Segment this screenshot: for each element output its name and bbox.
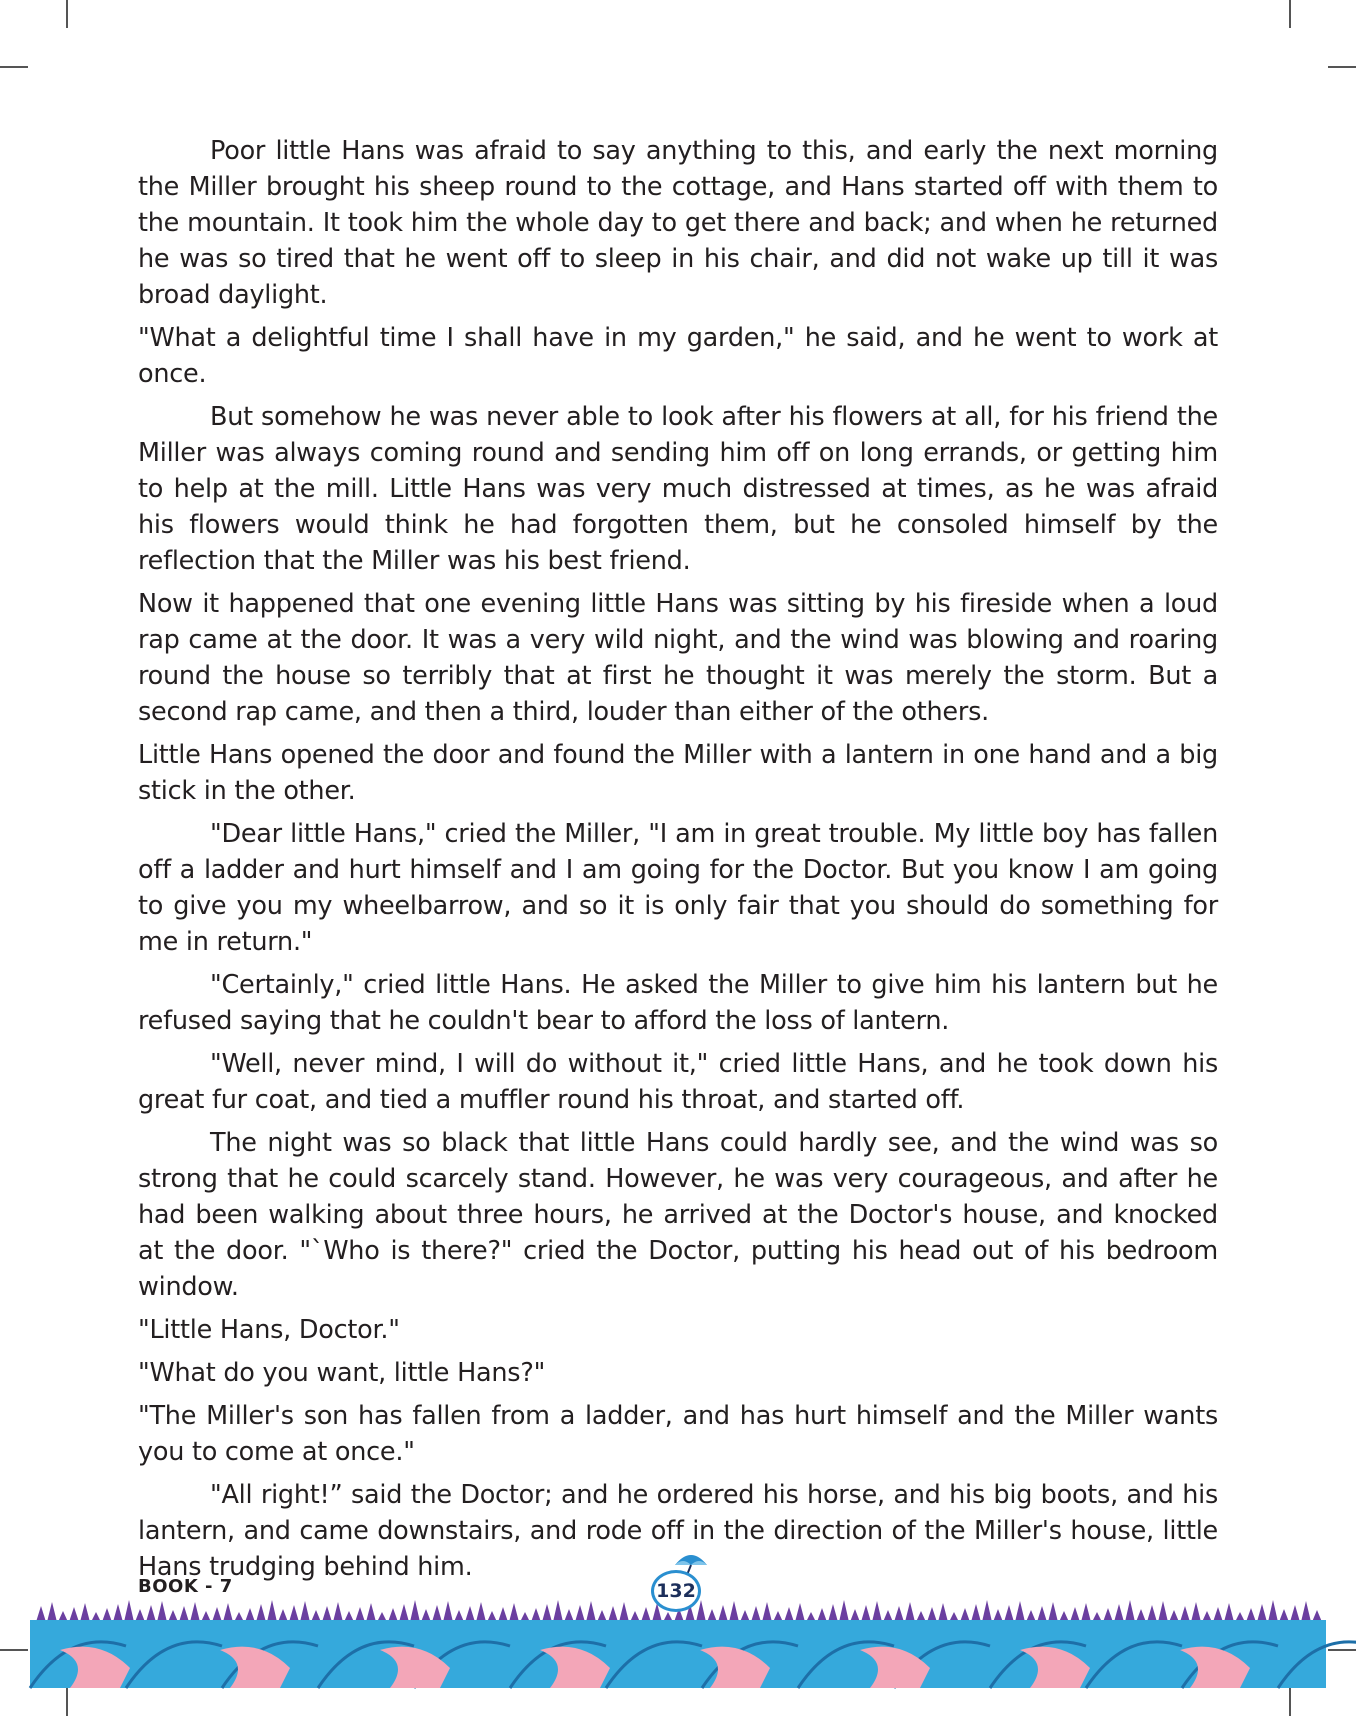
tree-icon: [113, 1604, 123, 1622]
paragraph: "Dear little Hans," cried the Miller, "I am in great trouble. My little boy has fallen off a ladder and hurt himself and I am going for the Doctor. But you know I am going to give you my wheelbarrow, and so it is only fair that you should do something for me in return.": [138, 819, 1218, 957]
tree-icon: [894, 1606, 904, 1622]
tree-icon: [839, 1600, 849, 1622]
tree-icon: [124, 1600, 134, 1622]
crop-mark: [66, 1688, 68, 1716]
tree-icon: [1301, 1601, 1311, 1622]
tree-icon: [80, 1603, 90, 1622]
tree-icon: [443, 1601, 453, 1622]
paragraph: "Little Hans, Doctor.": [138, 1315, 400, 1345]
tree-icon: [1213, 1607, 1223, 1622]
tree-icon: [938, 1603, 948, 1622]
tree-icon: [1048, 1602, 1058, 1622]
tree-icon: [1290, 1605, 1300, 1622]
tree-icon: [1158, 1601, 1168, 1622]
tree-icon: [586, 1601, 596, 1622]
paragraph: "What do you want, little Hans?": [138, 1358, 546, 1388]
tree-icon: [1191, 1602, 1201, 1622]
tree-icon: [146, 1605, 156, 1622]
tree-icon: [388, 1608, 398, 1622]
tree-icon: [410, 1600, 420, 1622]
tree-icon: [817, 1608, 827, 1622]
tree-icon: [190, 1602, 200, 1622]
tree-icon: [982, 1600, 992, 1622]
tree-icon: [355, 1607, 365, 1622]
tree-icon: [267, 1600, 277, 1622]
tree-icon: [47, 1602, 57, 1622]
tree-icon: [696, 1600, 706, 1622]
paragraph: "The Miller's son has fallen from a ladder, and has hurt himself and the Miller wants you to come at once.": [138, 1401, 1218, 1467]
tree-icon: [465, 1606, 475, 1622]
tree-icon: [289, 1605, 299, 1622]
tree-icon: [608, 1606, 618, 1622]
tree-icon: [1103, 1608, 1113, 1622]
tree-icon: [432, 1605, 442, 1622]
tree-icon: [36, 1606, 46, 1622]
tree-icon: [542, 1604, 552, 1622]
tree-icon: [795, 1603, 805, 1622]
tree-icon: [256, 1604, 266, 1622]
tree-icon: [575, 1605, 585, 1622]
tree-icon: [718, 1605, 728, 1622]
tree-icon: [1268, 1600, 1278, 1622]
tree-icon: [509, 1603, 519, 1622]
crop-mark: [1328, 66, 1356, 68]
tree-icon: [322, 1606, 332, 1622]
paragraph: "Well, never mind, I will do without it," cried little Hans, and he took down his great fur coat, and tied a muffler round his throat, and started off.: [138, 1049, 1218, 1115]
paragraph: But somehow he was never able to look after his flowers at all, for his friend the Miller was always coming round and sending him off on long errands, or getting him to help at the mill. Little Hans was very much distressed at times, as he was afraid his flowers would think he had forgotten them, but he consoled himself by the reflection that the Miller was his best friend.: [138, 402, 1218, 576]
paragraph: The night was so black that little Hans could hardly see, and the wind was so strong that he could scarcely stand. However, he was very courageous, and after he had been walking about three hours, he arrived at the Doctor's house, and knocked at the door. "`Who is there?" cried the Doctor, putting his head out of his bedroom window.: [138, 1128, 1218, 1302]
paragraph: "Certainly," cried little Hans. He asked the Miller to give him his lantern but he refused saying that he couldn't bear to afford the loss of lantern.: [138, 970, 1218, 1036]
water-band: [30, 1620, 1326, 1688]
book-label: BOOK - 7: [138, 1576, 233, 1597]
paragraph: "All right!” said the Doctor; and he ordered his horse, and his big boots, and his lantern, and came downstairs, and rode off in the direction of the Miller's house, little Hans trudging behind him.: [138, 1480, 1218, 1582]
tree-icon: [1147, 1605, 1157, 1622]
tree-icon: [1015, 1601, 1025, 1622]
tree-icon: [179, 1606, 189, 1622]
tree-icon: [69, 1607, 79, 1622]
tree-icon: [784, 1607, 794, 1622]
tree-icon: [729, 1601, 739, 1622]
tree-icon: [333, 1602, 343, 1622]
tree-icon: [1037, 1606, 1047, 1622]
tree-icon: [1070, 1607, 1080, 1622]
tree-icon: [157, 1601, 167, 1622]
crop-mark: [1289, 1688, 1291, 1716]
tree-icon: [212, 1607, 222, 1622]
tree-icon: [971, 1604, 981, 1622]
tree-icon: [641, 1607, 651, 1622]
tree-icon: [751, 1606, 761, 1622]
tree-icon: [498, 1607, 508, 1622]
tree-icon: [960, 1608, 970, 1622]
tree-icon: [1081, 1603, 1091, 1622]
tree-icon: [366, 1603, 376, 1622]
crop-mark: [66, 0, 68, 28]
tree-icon: [1004, 1605, 1014, 1622]
tree-icon: [619, 1602, 629, 1622]
tree-icon: [1246, 1608, 1256, 1622]
tree-icon: [245, 1608, 255, 1622]
tree-icon: [300, 1601, 310, 1622]
crop-mark: [1289, 0, 1291, 28]
tree-icon: [1114, 1604, 1124, 1622]
tree-icon: [1125, 1600, 1135, 1622]
tree-icon: [1224, 1603, 1234, 1622]
paragraph: Poor little Hans was afraid to say anything to this, and early the next morning the Miller brought his sheep round to the cottage, and Hans started off with them to the mountain. It took him the whole day to get there and back; and when he returned he was so tired that he went off to sleep in his chair, and did not wake up till it was broad daylight.: [138, 136, 1218, 310]
tree-icon: [476, 1602, 486, 1622]
tree-icon: [927, 1607, 937, 1622]
tree-icon: [861, 1605, 871, 1622]
tree-icon: [1180, 1606, 1190, 1622]
tree-icon: [553, 1600, 563, 1622]
tree-icon: [905, 1602, 915, 1622]
tree-icon: [1257, 1604, 1267, 1622]
tree-icon: [531, 1608, 541, 1622]
story-text: [138, 133, 1218, 1592]
tree-icon: [872, 1601, 882, 1622]
tree-icon: [102, 1608, 112, 1622]
paragraph: "What a delightful time I shall have in my garden," he said, and he went to work at once.: [138, 323, 1218, 389]
tree-icon: [828, 1604, 838, 1622]
tree-icon: [399, 1604, 409, 1622]
paragraph: Now it happened that one evening little Hans was sitting by his fireside when a loud rap came at the door. It was a very wild night, and the wind was blowing and roaring round the house so terribly that at first he thought it was merely the storm. But a second rap came, and then a third, louder than either of the others.: [138, 589, 1218, 727]
crop-mark: [0, 66, 28, 68]
tree-icon: [223, 1603, 233, 1622]
paragraph: Little Hans opened the door and found the Miller with a lantern in one hand and a big stick in the other.: [138, 740, 1218, 806]
page-number-badge: 132: [651, 1570, 701, 1612]
tree-icon: [762, 1602, 772, 1622]
